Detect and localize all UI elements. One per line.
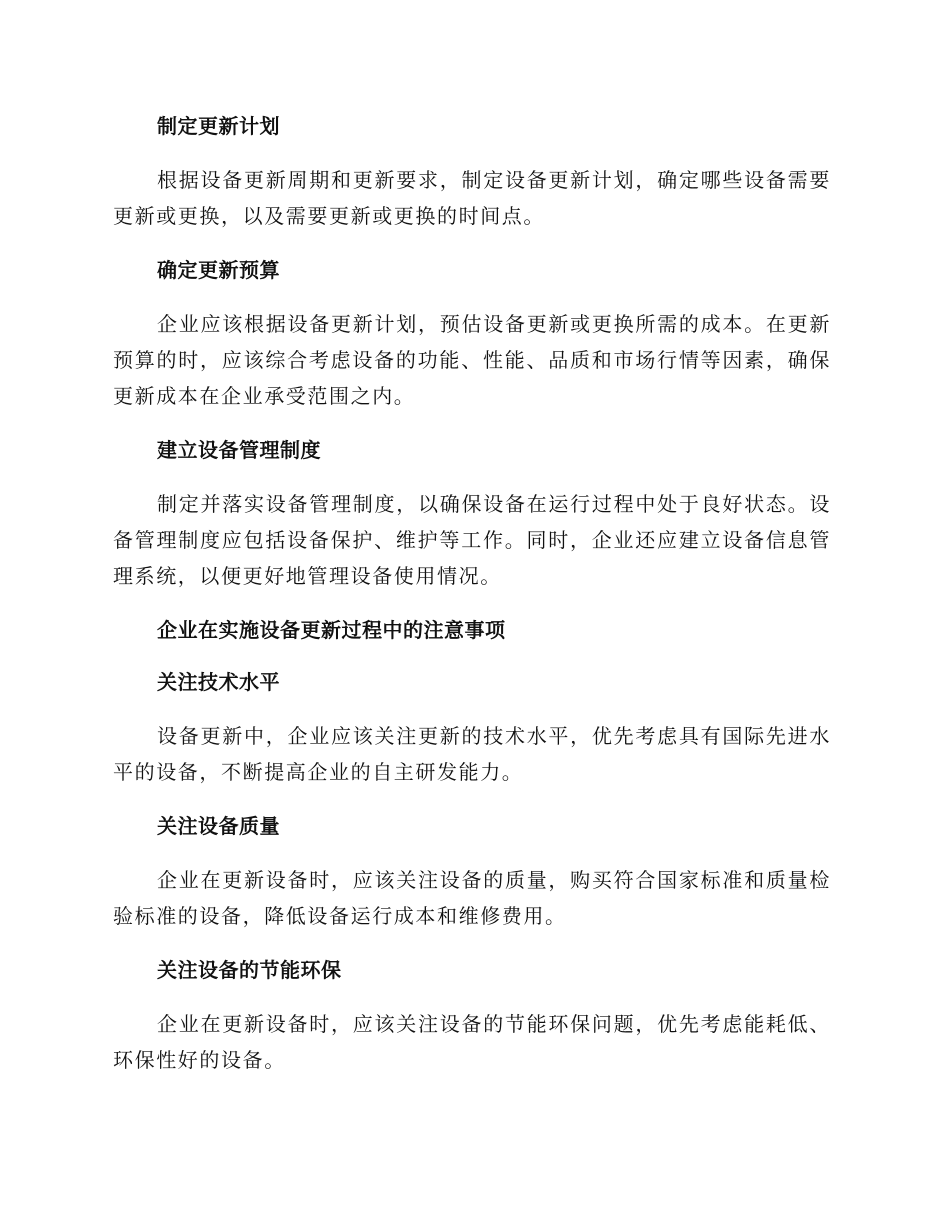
document-body bbox=[113, 108, 831, 1078]
paragraph-management-system: 制定并落实设备管理制度，以确保设备在运行过程中处于良好状态。设备管理制度应包括设备保护、维护等工作。同时，企业还应建立设备信息管理系统，以便更好地管理设备使用情况。 bbox=[113, 492, 831, 588]
paragraph-tech-level: 设备更新中，企业应该关注更新的技术水平，优先考虑具有国际先进水平的设备，不断提高企业的自主研发能力。 bbox=[113, 724, 831, 784]
heading-update-budget: 确定更新预算 bbox=[157, 258, 280, 282]
section-title-precautions: 企业在实施设备更新过程中的注意事项 bbox=[157, 618, 506, 642]
heading-energy-saving: 关注设备的节能环保 bbox=[157, 958, 342, 982]
paragraph-equipment-quality: 企业在更新设备时，应该关注设备的质量，购买符合国家标准和质量检验标准的设备，降低设备运行成本和维修费用。 bbox=[113, 868, 831, 928]
paragraph-update-plan: 根据设备更新周期和更新要求，制定设备更新计划，确定哪些设备需要更新或更换，以及需要更新或更换的时间点。 bbox=[113, 168, 831, 228]
heading-update-plan: 制定更新计划 bbox=[157, 114, 280, 138]
heading-tech-level: 关注技术水平 bbox=[157, 670, 280, 694]
heading-management-system: 建立设备管理制度 bbox=[157, 438, 321, 462]
paragraph-update-budget: 企业应该根据设备更新计划，预估设备更新或更换所需的成本。在更新预算的时，应该综合考虑设备的功能、性能、品质和市场行情等因素，确保更新成本在企业承受范围之内。 bbox=[113, 312, 831, 408]
paragraph-energy-saving: 企业在更新设备时，应该关注设备的节能环保问题，优先考虑能耗低、环保性好的设备。 bbox=[113, 1012, 831, 1072]
heading-equipment-quality: 关注设备质量 bbox=[157, 814, 280, 838]
